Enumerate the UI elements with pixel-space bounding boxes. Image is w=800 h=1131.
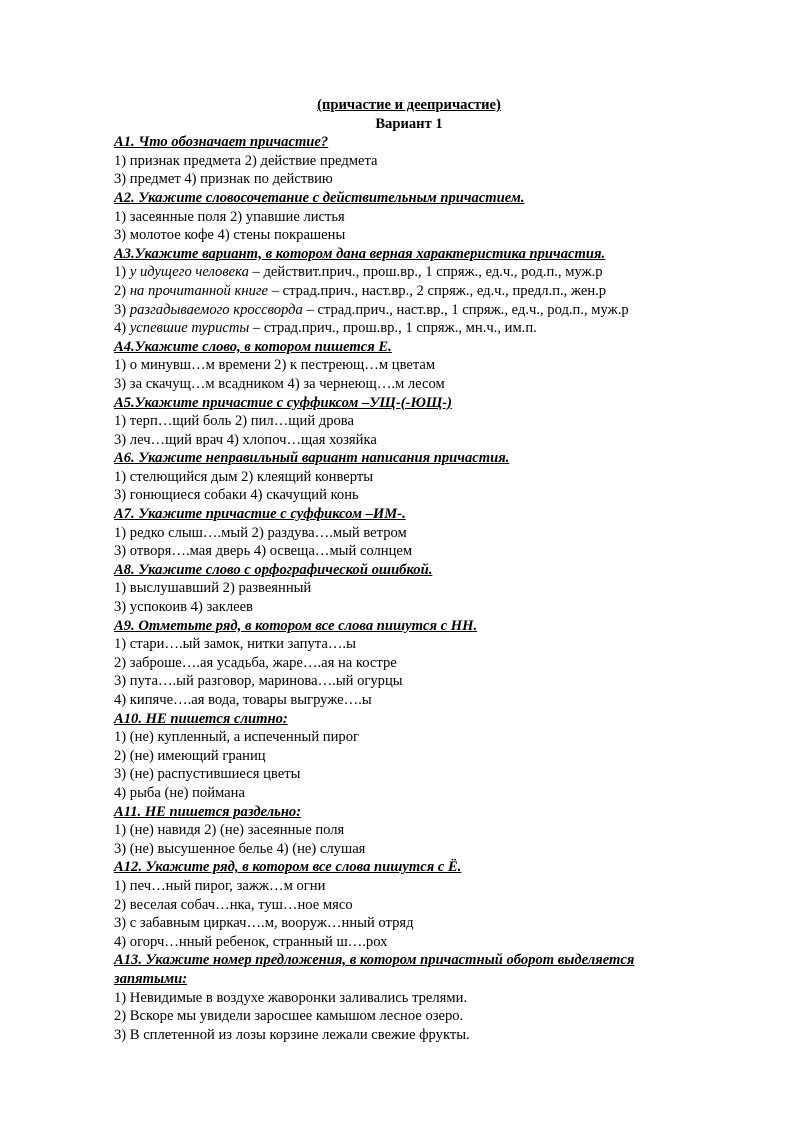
answer-option: 1) (не) купленный, а испеченный пирог: [114, 729, 359, 746]
answer-option: 4) огорч…нный ребенок, странный ш….рох: [114, 933, 388, 950]
answer-option: 1) о минувш…м времени 2) к пестреющ…м цветам: [114, 357, 436, 374]
question-block: [114, 394, 704, 450]
answer-option: 1) засеянные поля 2) упавшие листья: [114, 208, 345, 225]
answer-characteristic: – страд.прич., наст.вр., 1 спряж., ед.ч., род.п., муж.р: [302, 301, 629, 318]
question-heading: А9. Отметьте ряд, в котором все слова пишутся с НН.: [114, 617, 478, 634]
worksheet-content: [114, 96, 704, 1044]
question-block: [114, 858, 704, 951]
answer-option: 3) пута….ый разговор, маринова….ый огурцы: [114, 673, 403, 690]
answer-option: 3) за скачущ…м всадником 4) за чернеющ….м лесом: [114, 375, 445, 392]
answer-option: 3) отворя….мая дверь 4) освеща…мый солнцем: [114, 543, 413, 560]
question-block: [114, 449, 704, 505]
answer-option: [114, 301, 704, 320]
answer-option: 4) кипяче….ая вода, товары выгруже….ы: [114, 692, 372, 708]
answer-option: 3) (не) высушенное белье 4) (не) слушая: [114, 840, 366, 857]
answer-option: 1) Невидимые в воздухе жаворонки заливались трелями.: [114, 989, 468, 1006]
question-block: [114, 189, 704, 245]
question-heading: А13. Укажите номер предложения, в котором причастный оборот выделяется запятыми:: [114, 952, 635, 987]
answer-characteristic: – страд.прич., прош.вр., 1 спряж., мн.ч., им.п.: [249, 320, 537, 337]
question-block: [114, 338, 704, 394]
answer-option: [114, 319, 704, 338]
question-block: [114, 951, 704, 1044]
answer-option: 1) редко слыш….мый 2) раздува….мый ветром: [114, 524, 407, 541]
answer-phrase: разгадываемого кроссворда: [129, 301, 303, 318]
answer-option: 2) Вскоре мы увидели заросшее камышом лесное озеро.: [114, 1008, 464, 1025]
question-block: [114, 561, 704, 617]
question-heading: А8. Укажите слово с орфографической ошибкой.: [114, 561, 433, 578]
question-heading: А11. НЕ пишется раздельно:: [114, 803, 302, 820]
answer-option: 1) стари….ый замок, нитки запута….ы: [114, 636, 356, 653]
question-block: [114, 617, 704, 710]
answer-option: 1) терп…щий боль 2) пил…щий дрова: [114, 413, 354, 430]
question-heading: А5.Укажите причастие с суффиксом –УЩ-(-ЮЩ-): [114, 394, 453, 411]
answer-option: 3) с забавным циркач….м, вооруж…нный отряд: [114, 915, 414, 932]
question-heading: А3.Укажите вариант, в котором дана верная характеристика причастия.: [114, 245, 606, 262]
answer-option: 1) выслушавший 2) развеянный: [114, 580, 312, 597]
answer-phrase: у идущего человека: [129, 264, 249, 281]
answer-option: 3) молотое кофе 4) стены покрашены: [114, 227, 346, 244]
variant-heading: Вариант 1: [375, 115, 443, 132]
answer-option: 3) предмет 4) признак по действию: [114, 171, 333, 188]
answer-option: 3) гонющиеся собаки 4) скачущий конь: [114, 487, 359, 504]
answer-number: 3): [114, 301, 130, 318]
answer-option: 1) (не) навидя 2) (не) засеянные поля: [114, 822, 345, 839]
answer-option: 4) рыба (не) поймана: [114, 784, 245, 801]
answer-option: [114, 282, 704, 301]
question-heading: А2. Укажите словосочетание с действительным причастием.: [114, 189, 525, 206]
question-heading: А10. НЕ пишется слитно:: [114, 710, 288, 727]
question-block: [114, 803, 704, 859]
answer-characteristic: – действит.прич., прош.вр., 1 спряж., ед.ч., род.п., муж.р: [248, 264, 603, 281]
answer-option: 2) (не) имеющий границ: [114, 747, 266, 764]
answer-characteristic: – страд.прич., наст.вр., 2 спряж., ед.ч., предл.п., жен.р: [268, 282, 607, 299]
question-block: [114, 245, 704, 338]
question-heading: А12. Укажите ряд, в котором все слова пишутся с Ё.: [114, 859, 462, 876]
answer-option: 2) заброше….ая усадьба, жаре….ая на костре: [114, 654, 397, 671]
question-heading: А7. Укажите причастие с суффиксом –ИМ-.: [114, 506, 406, 523]
answer-option: 3) успокоив 4) заклеев: [114, 599, 253, 616]
answer-option: 3) В сплетенной из лозы корзине лежали свежие фрукты.: [114, 1026, 470, 1043]
answer-option: [114, 263, 704, 282]
answer-option: 1) печ…ный пирог, зажж…м огни: [114, 877, 326, 894]
question-list: [114, 133, 704, 1044]
answer-option: 2) веселая собач…нка, туш…ное мясо: [114, 896, 353, 913]
answer-number: 2): [114, 282, 130, 299]
answer-phrase: на прочитанной книге: [129, 282, 269, 299]
answer-option: 3) (не) распустившиеся цветы: [114, 766, 301, 783]
answer-option: 3) леч…щий врач 4) хлопоч…щая хозяйка: [114, 431, 377, 448]
question-heading: А4.Укажите слово, в котором пишется Е.: [114, 338, 392, 355]
answer-phrase: успевшие туристы: [129, 320, 250, 337]
question-block: [114, 505, 704, 561]
question-block: [114, 133, 704, 189]
question-block: [114, 710, 704, 803]
question-heading: А6. Укажите неправильный вариант написания причастия.: [114, 450, 510, 467]
answer-number: 4): [114, 320, 130, 337]
answer-option: 1) признак предмета 2) действие предмета: [114, 152, 378, 169]
answer-option: 1) стелющийся дым 2) клеящий конверты: [114, 468, 374, 485]
answer-number: 1): [114, 264, 130, 281]
question-heading: А1. Что обозначает причастие?: [114, 134, 329, 151]
topic-heading: (причастие и деепричастие): [317, 97, 501, 113]
